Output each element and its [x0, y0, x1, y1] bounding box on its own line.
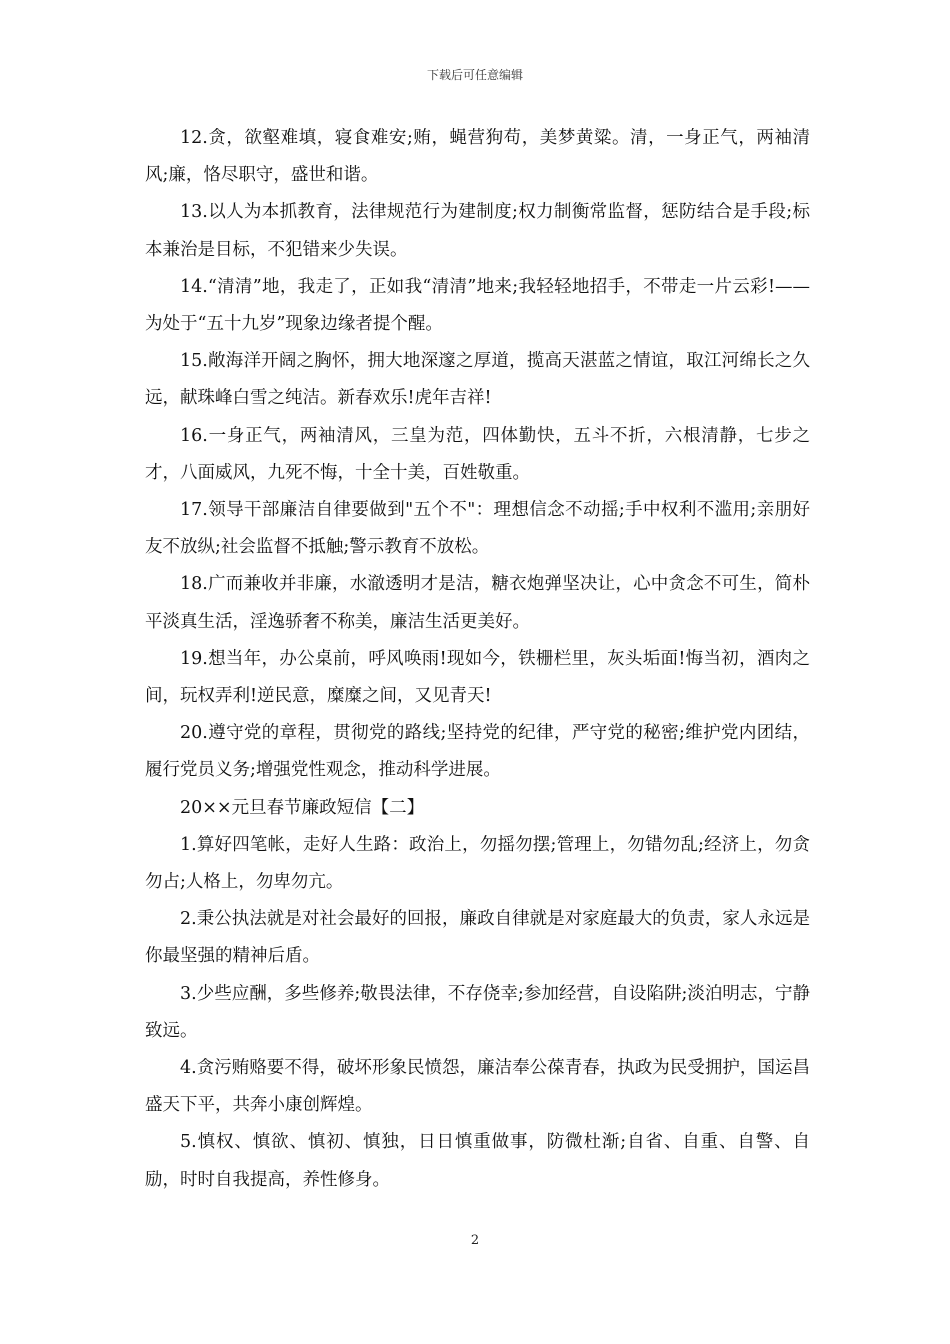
list-item: 2.秉公执法就是对社会最好的回报，廉政自律就是对家庭最大的负责，家人永远是你最坚强的精神后盾。: [145, 909, 810, 967]
list-item: 5.慎权、慎欲、慎初、慎独，日日慎重做事，防微杜渐;自省、自重、自警、自励，时时自我提高，养性修身。: [145, 1132, 810, 1190]
list-item: 1.算好四笔帐，走好人生路：政治上，勿摇勿摆;管理上，勿错勿乱;经济上，勿贪勿占;人格上，勿卑勿亢。: [145, 834, 810, 893]
list-item: 18.广而兼收并非廉，水澈透明才是洁，糖衣炮弹坚决让，心中贪念不可生，简朴平淡真生活，淫逸骄奢不称美，廉洁生活更美好。: [145, 574, 810, 632]
page-number: 2: [470, 1233, 480, 1248]
list-item: 13.以人为本抓教育，法律规范行为建制度;权力制衡常监督，惩防结合是手段;标本兼治是目标，不犯错来少失误。: [145, 202, 810, 260]
list-item: 17.领导干部廉洁自律要做到"五个不"：理想信念不动摇;手中权利不滥用;亲朋好友不放纵;社会监督不抵触;警示教育不放松。: [145, 500, 810, 558]
page-header: 下载后可任意编辑: [426, 68, 523, 82]
section-title: 20××元旦春节廉政短信【二】: [180, 797, 425, 818]
list-item: 4.贪污贿赂要不得，破坏形象民愤怨，廉洁奉公葆青春，执政为民受拥护，国运昌盛天下平，共奔小康创辉煌。: [145, 1058, 810, 1116]
list-item: 14.“清清”地，我走了，正如我“清清”地来;我轻轻地招手，不带走一片云彩!——为处于“五十九岁”现象边缘者提个醒。: [145, 276, 810, 335]
list-item: 15.敞海洋开阔之胸怀，拥大地深邃之厚道，揽高天湛蓝之情谊，取江河绵长之久远，献珠峰白雪之纯洁。新春欢乐!虎年吉祥!: [145, 351, 810, 409]
list-item: 3.少些应酬，多些修养;敬畏法律，不存侥幸;参加经营，自设陷阱;淡泊明志，宁静致远。: [145, 983, 810, 1041]
list-item: 12.贪，欲壑难填，寝食难安;贿，蝇营狗苟，美梦黄粱。清，一身正气，两袖清风;廉，恪尽职守，盛世和谐。: [145, 128, 810, 186]
document-body: [145, 120, 810, 1199]
list-item: 16.一身正气，两袖清风，三皇为范，四体勤快，五斗不折，六根清静，七步之才，八面威风，九死不悔，十全十美，百姓敬重。: [145, 425, 810, 483]
list-item: 19.想当年，办公桌前，呼风唤雨!现如今，铁栅栏里，灰头垢面!悔当初，酒肉之间，玩权弄利!逆民意，糜糜之间，又见青天!: [145, 648, 810, 707]
list-item: 20.遵守党的章程，贯彻党的路线;坚持党的纪律，严守党的秘密;维护党内团结，履行党员义务;增强党性观念，推动科学进展。: [145, 723, 810, 781]
